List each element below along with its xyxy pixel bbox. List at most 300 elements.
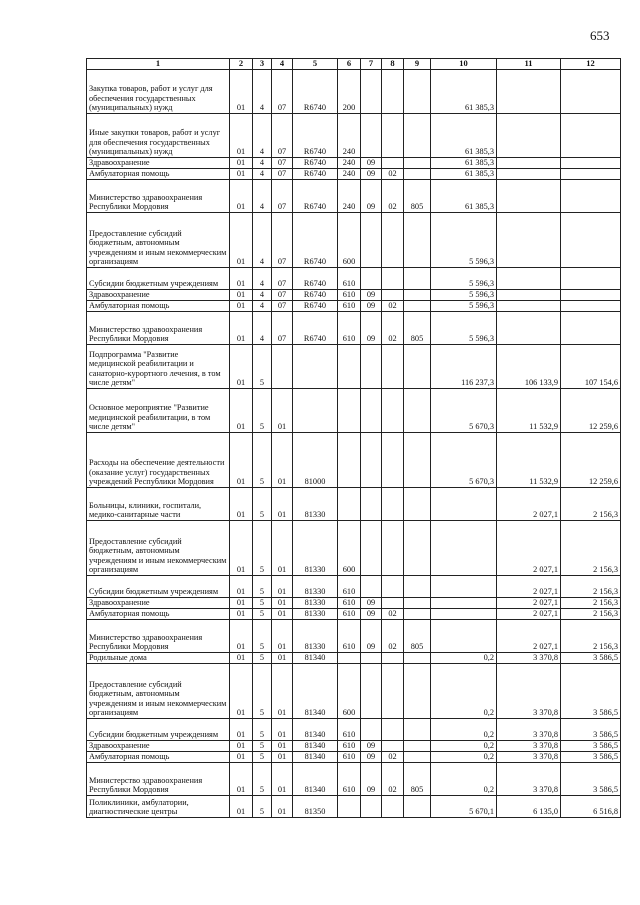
- budget-table: [86, 58, 621, 818]
- row-value-cell: 01: [230, 653, 253, 664]
- row-value-cell: 61 385,3: [431, 158, 497, 169]
- row-value-cell: 5: [253, 796, 272, 818]
- row-value-cell: [497, 312, 561, 345]
- row-value-cell: 81330: [293, 620, 338, 653]
- row-value-cell: 5 670,3: [431, 433, 497, 488]
- row-name-cell: Амбулаторная помощь: [87, 169, 230, 180]
- row-value-cell: [293, 345, 338, 389]
- row-value-cell: [561, 169, 621, 180]
- row-value-cell: 5: [253, 741, 272, 752]
- row-name-cell: Субсидии бюджетным учреждениям: [87, 268, 230, 290]
- row-value-cell: 81340: [293, 664, 338, 719]
- row-value-cell: 610: [338, 576, 361, 598]
- row-name-cell: Субсидии бюджетным учреждениям: [87, 719, 230, 741]
- row-name-cell: Иные закупки товаров, работ и услуг для обеспечения государственных (муниципальных) нужд: [87, 114, 230, 158]
- row-value-cell: 0,2: [431, 752, 497, 763]
- row-value-cell: [382, 796, 404, 818]
- row-value-cell: [382, 213, 404, 268]
- row-value-cell: 81330: [293, 488, 338, 521]
- row-value-cell: 805: [404, 312, 431, 345]
- row-value-cell: 01: [230, 664, 253, 719]
- column-header: 1: [87, 59, 230, 70]
- row-value-cell: 01: [272, 719, 293, 741]
- header-row: [87, 59, 621, 70]
- row-value-cell: 2 156,3: [561, 488, 621, 521]
- row-value-cell: 61 385,3: [431, 114, 497, 158]
- row-value-cell: [497, 301, 561, 312]
- row-value-cell: [497, 213, 561, 268]
- row-value-cell: 5: [253, 752, 272, 763]
- row-value-cell: 3 586,5: [561, 653, 621, 664]
- row-name-cell: Амбулаторная помощь: [87, 609, 230, 620]
- row-value-cell: 07: [272, 213, 293, 268]
- row-value-cell: 5 596,3: [431, 268, 497, 290]
- row-value-cell: 01: [230, 70, 253, 114]
- row-value-cell: [431, 598, 497, 609]
- table-row: [87, 763, 621, 796]
- row-value-cell: 01: [272, 598, 293, 609]
- table-row: [87, 664, 621, 719]
- row-value-cell: 610: [338, 268, 361, 290]
- row-value-cell: [338, 433, 361, 488]
- row-value-cell: 5: [253, 345, 272, 389]
- row-value-cell: 3 370,8: [497, 752, 561, 763]
- row-value-cell: 07: [272, 301, 293, 312]
- row-value-cell: [382, 345, 404, 389]
- row-value-cell: [404, 268, 431, 290]
- row-value-cell: [382, 521, 404, 576]
- row-name-cell: Министерство здравоохранения Республики Мордовия: [87, 620, 230, 653]
- row-value-cell: 805: [404, 763, 431, 796]
- row-value-cell: 240: [338, 180, 361, 213]
- row-value-cell: [404, 301, 431, 312]
- row-value-cell: 02: [382, 752, 404, 763]
- row-value-cell: 5: [253, 620, 272, 653]
- row-value-cell: [497, 158, 561, 169]
- row-name-cell: Основное мероприятие "Развитие медицинской реабилитации, в том числе детям": [87, 389, 230, 433]
- table-row: [87, 345, 621, 389]
- table-row: [87, 213, 621, 268]
- row-name-cell: Министерство здравоохранения Республики Мордовия: [87, 180, 230, 213]
- row-value-cell: 0,2: [431, 763, 497, 796]
- row-value-cell: 5: [253, 488, 272, 521]
- row-value-cell: 2 027,1: [497, 576, 561, 598]
- table-row: [87, 719, 621, 741]
- row-value-cell: 4: [253, 70, 272, 114]
- row-value-cell: 5: [253, 521, 272, 576]
- row-value-cell: 01: [230, 433, 253, 488]
- row-value-cell: 02: [382, 180, 404, 213]
- row-value-cell: 6 135,0: [497, 796, 561, 818]
- row-value-cell: 01: [230, 169, 253, 180]
- row-name-cell: Закупка товаров, работ и услуг для обеспечения государственных (муниципальных) нужд: [87, 70, 230, 114]
- row-value-cell: 610: [338, 598, 361, 609]
- row-value-cell: 01: [272, 752, 293, 763]
- row-value-cell: 61 385,3: [431, 180, 497, 213]
- row-value-cell: [497, 114, 561, 158]
- row-value-cell: 4: [253, 114, 272, 158]
- row-value-cell: 09: [361, 752, 382, 763]
- row-value-cell: 5 596,3: [431, 312, 497, 345]
- row-value-cell: 5 670,1: [431, 796, 497, 818]
- row-value-cell: 81000: [293, 433, 338, 488]
- row-value-cell: 81340: [293, 752, 338, 763]
- row-name-cell: Родильные дома: [87, 653, 230, 664]
- row-value-cell: 01: [230, 576, 253, 598]
- row-value-cell: 2 027,1: [497, 488, 561, 521]
- row-value-cell: [382, 576, 404, 598]
- row-value-cell: 4: [253, 169, 272, 180]
- row-value-cell: 01: [272, 488, 293, 521]
- row-value-cell: [561, 301, 621, 312]
- row-value-cell: [404, 169, 431, 180]
- row-value-cell: 09: [361, 609, 382, 620]
- row-value-cell: [382, 114, 404, 158]
- page-number: 653: [590, 28, 610, 43]
- row-value-cell: 5: [253, 763, 272, 796]
- row-value-cell: 01: [272, 521, 293, 576]
- row-value-cell: 01: [272, 664, 293, 719]
- row-name-cell: Предоставление субсидий бюджетным, автономным учреждениям и иным некоммерческим организациям: [87, 521, 230, 576]
- row-value-cell: 3 370,8: [497, 653, 561, 664]
- row-value-cell: [404, 488, 431, 521]
- row-value-cell: [497, 180, 561, 213]
- row-value-cell: 61 385,3: [431, 169, 497, 180]
- row-value-cell: [361, 213, 382, 268]
- row-value-cell: 11 532,9: [497, 389, 561, 433]
- row-value-cell: 4: [253, 158, 272, 169]
- row-value-cell: [382, 719, 404, 741]
- row-value-cell: 01: [272, 763, 293, 796]
- row-value-cell: 2 156,3: [561, 521, 621, 576]
- row-value-cell: [561, 290, 621, 301]
- row-value-cell: 09: [361, 620, 382, 653]
- row-value-cell: 2 156,3: [561, 609, 621, 620]
- row-value-cell: 610: [338, 763, 361, 796]
- row-value-cell: [431, 488, 497, 521]
- row-value-cell: 01: [230, 290, 253, 301]
- row-value-cell: 01: [272, 741, 293, 752]
- row-value-cell: 600: [338, 521, 361, 576]
- row-value-cell: 2 156,3: [561, 598, 621, 609]
- row-value-cell: 3 586,5: [561, 752, 621, 763]
- row-value-cell: 07: [272, 158, 293, 169]
- row-value-cell: [561, 268, 621, 290]
- row-value-cell: 5: [253, 719, 272, 741]
- row-value-cell: [404, 653, 431, 664]
- row-value-cell: 3 586,5: [561, 664, 621, 719]
- table-row: [87, 433, 621, 488]
- row-value-cell: R6740: [293, 169, 338, 180]
- row-value-cell: [404, 521, 431, 576]
- row-value-cell: 01: [230, 158, 253, 169]
- row-value-cell: 81330: [293, 521, 338, 576]
- row-value-cell: 01: [230, 389, 253, 433]
- row-value-cell: 4: [253, 312, 272, 345]
- row-value-cell: 4: [253, 290, 272, 301]
- row-value-cell: 240: [338, 158, 361, 169]
- row-value-cell: 610: [338, 290, 361, 301]
- row-value-cell: R6740: [293, 114, 338, 158]
- column-header: 9: [404, 59, 431, 70]
- table-row: [87, 653, 621, 664]
- row-value-cell: 01: [272, 796, 293, 818]
- row-value-cell: 5: [253, 609, 272, 620]
- row-value-cell: 09: [361, 312, 382, 345]
- row-value-cell: [561, 180, 621, 213]
- row-value-cell: 81330: [293, 609, 338, 620]
- row-value-cell: 01: [272, 609, 293, 620]
- row-value-cell: [404, 598, 431, 609]
- row-value-cell: 5: [253, 389, 272, 433]
- row-value-cell: 200: [338, 70, 361, 114]
- row-value-cell: [404, 158, 431, 169]
- row-value-cell: 12 259,6: [561, 433, 621, 488]
- row-value-cell: 5: [253, 576, 272, 598]
- row-value-cell: 07: [272, 169, 293, 180]
- row-value-cell: 3 586,5: [561, 741, 621, 752]
- row-name-cell: Министерство здравоохранения Республики Мордовия: [87, 763, 230, 796]
- row-name-cell: Здравоохранение: [87, 290, 230, 301]
- row-value-cell: [404, 70, 431, 114]
- row-value-cell: [561, 213, 621, 268]
- row-value-cell: R6740: [293, 70, 338, 114]
- row-value-cell: [404, 796, 431, 818]
- row-value-cell: 3 586,5: [561, 763, 621, 796]
- table-row: [87, 268, 621, 290]
- row-value-cell: [361, 576, 382, 598]
- row-value-cell: 5 670,3: [431, 389, 497, 433]
- row-value-cell: 5 596,3: [431, 290, 497, 301]
- row-value-cell: [404, 576, 431, 598]
- row-value-cell: [361, 389, 382, 433]
- column-header: 10: [431, 59, 497, 70]
- row-value-cell: 600: [338, 213, 361, 268]
- row-value-cell: R6740: [293, 268, 338, 290]
- column-header: 11: [497, 59, 561, 70]
- row-value-cell: [382, 158, 404, 169]
- row-name-cell: Министерство здравоохранения Республики Мордовия: [87, 312, 230, 345]
- column-header: 4: [272, 59, 293, 70]
- row-value-cell: [338, 653, 361, 664]
- row-value-cell: [361, 268, 382, 290]
- row-value-cell: 0,2: [431, 741, 497, 752]
- row-value-cell: [382, 664, 404, 719]
- row-value-cell: 09: [361, 301, 382, 312]
- row-name-cell: Предоставление субсидий бюджетным, автономным учреждениям и иным некоммерческим организациям: [87, 213, 230, 268]
- row-value-cell: [338, 345, 361, 389]
- row-value-cell: [404, 609, 431, 620]
- row-value-cell: 11 532,9: [497, 433, 561, 488]
- row-value-cell: 01: [230, 763, 253, 796]
- row-name-cell: Предоставление субсидий бюджетным, автономным учреждениям и иным некоммерческим организациям: [87, 664, 230, 719]
- row-name-cell: Амбулаторная помощь: [87, 301, 230, 312]
- table-row: [87, 488, 621, 521]
- row-value-cell: R6740: [293, 301, 338, 312]
- row-value-cell: [361, 488, 382, 521]
- row-value-cell: 116 237,3: [431, 345, 497, 389]
- row-value-cell: 4: [253, 180, 272, 213]
- row-value-cell: [382, 389, 404, 433]
- row-value-cell: 3 586,5: [561, 719, 621, 741]
- column-header: 8: [382, 59, 404, 70]
- row-value-cell: 01: [230, 741, 253, 752]
- row-value-cell: [404, 752, 431, 763]
- row-value-cell: 610: [338, 741, 361, 752]
- row-value-cell: 07: [272, 312, 293, 345]
- row-value-cell: R6740: [293, 312, 338, 345]
- row-value-cell: 01: [272, 576, 293, 598]
- row-value-cell: [382, 741, 404, 752]
- row-value-cell: 02: [382, 620, 404, 653]
- row-value-cell: 02: [382, 301, 404, 312]
- row-value-cell: 107 154,6: [561, 345, 621, 389]
- column-header: 6: [338, 59, 361, 70]
- row-name-cell: Здравоохранение: [87, 741, 230, 752]
- row-value-cell: 01: [230, 312, 253, 345]
- row-value-cell: 01: [230, 752, 253, 763]
- row-value-cell: [497, 268, 561, 290]
- row-value-cell: 3 370,8: [497, 741, 561, 752]
- row-value-cell: [431, 609, 497, 620]
- table-row: [87, 609, 621, 620]
- row-value-cell: [361, 345, 382, 389]
- column-header: 5: [293, 59, 338, 70]
- row-value-cell: [431, 620, 497, 653]
- table-row: [87, 796, 621, 818]
- row-value-cell: [404, 213, 431, 268]
- row-value-cell: 61 385,3: [431, 70, 497, 114]
- row-value-cell: [497, 70, 561, 114]
- row-value-cell: 2 156,3: [561, 576, 621, 598]
- table-row: [87, 169, 621, 180]
- row-value-cell: [404, 664, 431, 719]
- row-value-cell: [338, 488, 361, 521]
- row-value-cell: 5: [253, 664, 272, 719]
- row-name-cell: Здравоохранение: [87, 158, 230, 169]
- row-value-cell: 01: [230, 521, 253, 576]
- row-value-cell: 09: [361, 763, 382, 796]
- row-value-cell: 09: [361, 741, 382, 752]
- row-value-cell: [561, 312, 621, 345]
- row-value-cell: 02: [382, 763, 404, 796]
- row-value-cell: 01: [230, 301, 253, 312]
- row-value-cell: [404, 433, 431, 488]
- row-value-cell: 5: [253, 433, 272, 488]
- row-value-cell: 6 516,8: [561, 796, 621, 818]
- row-value-cell: [293, 389, 338, 433]
- row-value-cell: [382, 268, 404, 290]
- row-value-cell: 2 156,3: [561, 620, 621, 653]
- row-value-cell: [382, 70, 404, 114]
- row-value-cell: 12 259,6: [561, 389, 621, 433]
- row-value-cell: [404, 290, 431, 301]
- row-value-cell: 610: [338, 301, 361, 312]
- row-value-cell: [361, 70, 382, 114]
- table-row: [87, 521, 621, 576]
- row-value-cell: [497, 290, 561, 301]
- row-value-cell: 610: [338, 620, 361, 653]
- row-value-cell: 5 596,3: [431, 301, 497, 312]
- row-value-cell: [382, 433, 404, 488]
- row-value-cell: 0,2: [431, 664, 497, 719]
- row-value-cell: [361, 719, 382, 741]
- row-value-cell: 01: [230, 598, 253, 609]
- row-value-cell: 01: [230, 180, 253, 213]
- row-value-cell: [361, 664, 382, 719]
- row-name-cell: Подпрограмма "Развитие медицинской реабилитации и санаторно-курортного лечения, в том числе детям": [87, 345, 230, 389]
- row-name-cell: Субсидии бюджетным учреждениям: [87, 576, 230, 598]
- row-value-cell: 4: [253, 268, 272, 290]
- row-value-cell: [382, 488, 404, 521]
- row-value-cell: [404, 345, 431, 389]
- row-value-cell: 81350: [293, 796, 338, 818]
- row-value-cell: R6740: [293, 213, 338, 268]
- row-name-cell: Больницы, клиники, госпитали, медико-санитарные части: [87, 488, 230, 521]
- row-value-cell: 09: [361, 158, 382, 169]
- row-value-cell: [338, 796, 361, 818]
- table-row: [87, 180, 621, 213]
- row-value-cell: 2 027,1: [497, 521, 561, 576]
- row-name-cell: Амбулаторная помощь: [87, 752, 230, 763]
- row-value-cell: 610: [338, 312, 361, 345]
- row-value-cell: 81330: [293, 598, 338, 609]
- row-value-cell: 240: [338, 114, 361, 158]
- row-value-cell: [404, 741, 431, 752]
- row-value-cell: 01: [230, 719, 253, 741]
- row-value-cell: [382, 598, 404, 609]
- table-row: [87, 114, 621, 158]
- row-value-cell: [361, 114, 382, 158]
- column-header: 12: [561, 59, 621, 70]
- row-value-cell: [404, 389, 431, 433]
- row-value-cell: 5 596,3: [431, 213, 497, 268]
- table-row: [87, 301, 621, 312]
- row-value-cell: 01: [272, 653, 293, 664]
- row-value-cell: 09: [361, 598, 382, 609]
- row-value-cell: 81340: [293, 741, 338, 752]
- row-value-cell: [382, 653, 404, 664]
- row-value-cell: 02: [382, 169, 404, 180]
- row-value-cell: 0,2: [431, 719, 497, 741]
- row-value-cell: 2 027,1: [497, 609, 561, 620]
- row-value-cell: 240: [338, 169, 361, 180]
- row-value-cell: 02: [382, 609, 404, 620]
- row-name-cell: Расходы на обеспечение деятельности (оказание услуг) государственных учреждений Республики Мордовия: [87, 433, 230, 488]
- row-value-cell: 0,2: [431, 653, 497, 664]
- table-row: [87, 312, 621, 345]
- row-value-cell: 01: [272, 620, 293, 653]
- row-value-cell: 2 027,1: [497, 620, 561, 653]
- row-value-cell: 07: [272, 70, 293, 114]
- row-value-cell: 81340: [293, 763, 338, 796]
- row-value-cell: 01: [230, 488, 253, 521]
- table-row: [87, 752, 621, 763]
- row-value-cell: 3 370,8: [497, 763, 561, 796]
- row-value-cell: 3 370,8: [497, 664, 561, 719]
- row-value-cell: [561, 114, 621, 158]
- row-value-cell: 01: [272, 389, 293, 433]
- table-row: [87, 741, 621, 752]
- row-name-cell: Здравоохранение: [87, 598, 230, 609]
- row-value-cell: [431, 576, 497, 598]
- table-row: [87, 389, 621, 433]
- row-value-cell: 09: [361, 290, 382, 301]
- table-row: [87, 158, 621, 169]
- row-value-cell: 09: [361, 180, 382, 213]
- row-value-cell: 07: [272, 268, 293, 290]
- row-value-cell: [382, 290, 404, 301]
